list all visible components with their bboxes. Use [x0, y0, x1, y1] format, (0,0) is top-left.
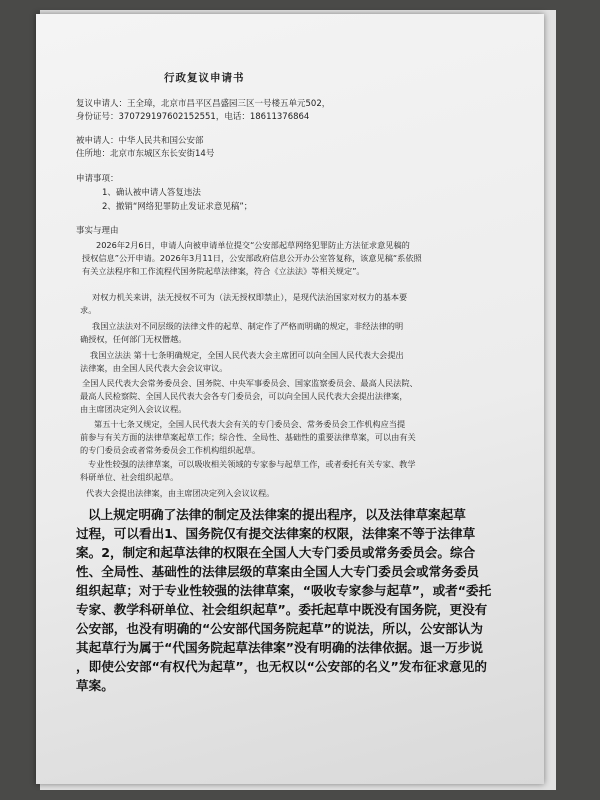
- paragraph-5-line-3: 由主席团决定列入会议议程。: [80, 404, 187, 414]
- body-line-1: 以上规定明确了法律的制定及法律案的提出程序，以及法律草案起草: [88, 507, 466, 522]
- applicant-line: 复议申请人：王全璋，北京市昌平区昌盛园三区一号楼五单元502，: [76, 99, 331, 109]
- paragraph-2-line-2: 求。: [80, 305, 97, 315]
- paragraph-5-line-2: 最高人民检察院、全国人民代表大会各专门委员会，可以向全国人民代表大会提出法律案，: [80, 391, 408, 401]
- paragraph-7-line-1: 专业性较强的法律草案，可以吸收相关领域的专家参与起草工作，或者委托有关专家、教学: [88, 459, 416, 469]
- paragraph-6-line-2: 前参与有关方面的法律草案起草工作；综合性、全局性、基础性的重要法律草案，可以由有关: [80, 432, 416, 442]
- body-line-9: ，即使公安部“有权代为起草”，也无权以“公安部的名义”发布征求意见的: [76, 659, 487, 674]
- paragraph-1-line-1: 2026年2月6日，申请人向被申请单位提交“公安部起草网络犯罪防止方法征求意见稿的: [96, 240, 410, 250]
- paragraph-7-line-2: 科研单位、社会组织起草。: [80, 472, 179, 482]
- paragraph-4-line-2: 法律案，由全国人民代表大会会议审议。: [80, 363, 228, 373]
- respondent-address-line: 住所地：北京市东城区东长安街14号: [76, 149, 215, 159]
- body-line-5: 组织起草；对于专业性较强的法律草案，“吸收专家参与起草”，或者“委托: [76, 583, 492, 598]
- body-line-6: 专家、教学科研单位、社会组织起草”。委托起草中既没有国务院，更没有: [76, 602, 488, 617]
- paragraph-1-line-3: 有关立法程序和工作流程代国务院起草法律案，符合《立法法》等相关规定”。: [82, 266, 365, 276]
- paragraph-1-line-2: 授权信息”公开申请。2026年3月11日，公安部政府信息公开办公室答复称，该意见稿“系依照: [82, 253, 422, 263]
- body-line-10: 草案。: [76, 678, 114, 693]
- paragraph-8-line-1: 代表大会提出法律案，由主席团决定列入会议议程。: [86, 488, 275, 498]
- paragraph-4-line-1: 我国立法法 第十七条明确规定，全国人民代表大会主席团可以向全国人民代表大会提出: [90, 350, 404, 360]
- body-line-4: 性、全局性、基础性的法律层级的草案由全国人大专门委员会或常务委员: [76, 564, 479, 579]
- request-item-1: 1、确认被申请人答复违法: [102, 188, 201, 198]
- paragraph-3-line-1: 我国立法法对不同层级的法律文件的起草、制定作了严格而明确的规定，非经法律的明: [92, 321, 404, 331]
- body-line-8: 其起草行为属于“代国务院起草法律案”没有明确的法律依据。退一万步说: [76, 640, 483, 655]
- request-item-2: 2、撤销“网络犯罪防止发证求意见稿”；: [102, 202, 253, 212]
- respondent-line: 被申请人：中华人民共和国公安部: [76, 136, 204, 146]
- document-page: [36, 14, 544, 784]
- paragraph-3-line-2: 确授权，任何部门无权僭越。: [80, 334, 187, 344]
- requests-heading: 申请事项：: [76, 174, 119, 184]
- paragraph-6-line-1: 第五十七条又规定，全国人民代表大会有关的专门委员会、常务委员会工作机构应当提: [94, 419, 406, 429]
- paragraph-6-line-3: 的专门委员会或者常务委员会工作机构组织起草。: [80, 445, 261, 455]
- body-line-2: 过程，可以看出1、国务院仅有提交法律案的权限，法律案不等于法律草: [76, 526, 476, 541]
- paragraph-2-line-1: 对权力机关来讲，法无授权不可为（法无授权即禁止），是现代法治国家对权力的基本要: [92, 292, 408, 302]
- facts-heading: 事实与理由: [76, 226, 119, 236]
- document-title: 行政复议申请书: [164, 72, 245, 84]
- body-line-7: 公安部，也没有明确的“公安部代国务院起草”的说法，所以，公安部认为: [76, 621, 483, 636]
- applicant-id-line: 身份证号：370729197602152551，电话：18611376864: [76, 112, 310, 122]
- paragraph-5-line-1: 全国人民代表大会常务委员会、国务院、中央军事委员会、国家监察委员会、最高人民法院、: [82, 378, 418, 388]
- body-line-3: 案。2，制定和起草法律的权限在全国人大专门委员或常务委员会。综合: [76, 545, 476, 560]
